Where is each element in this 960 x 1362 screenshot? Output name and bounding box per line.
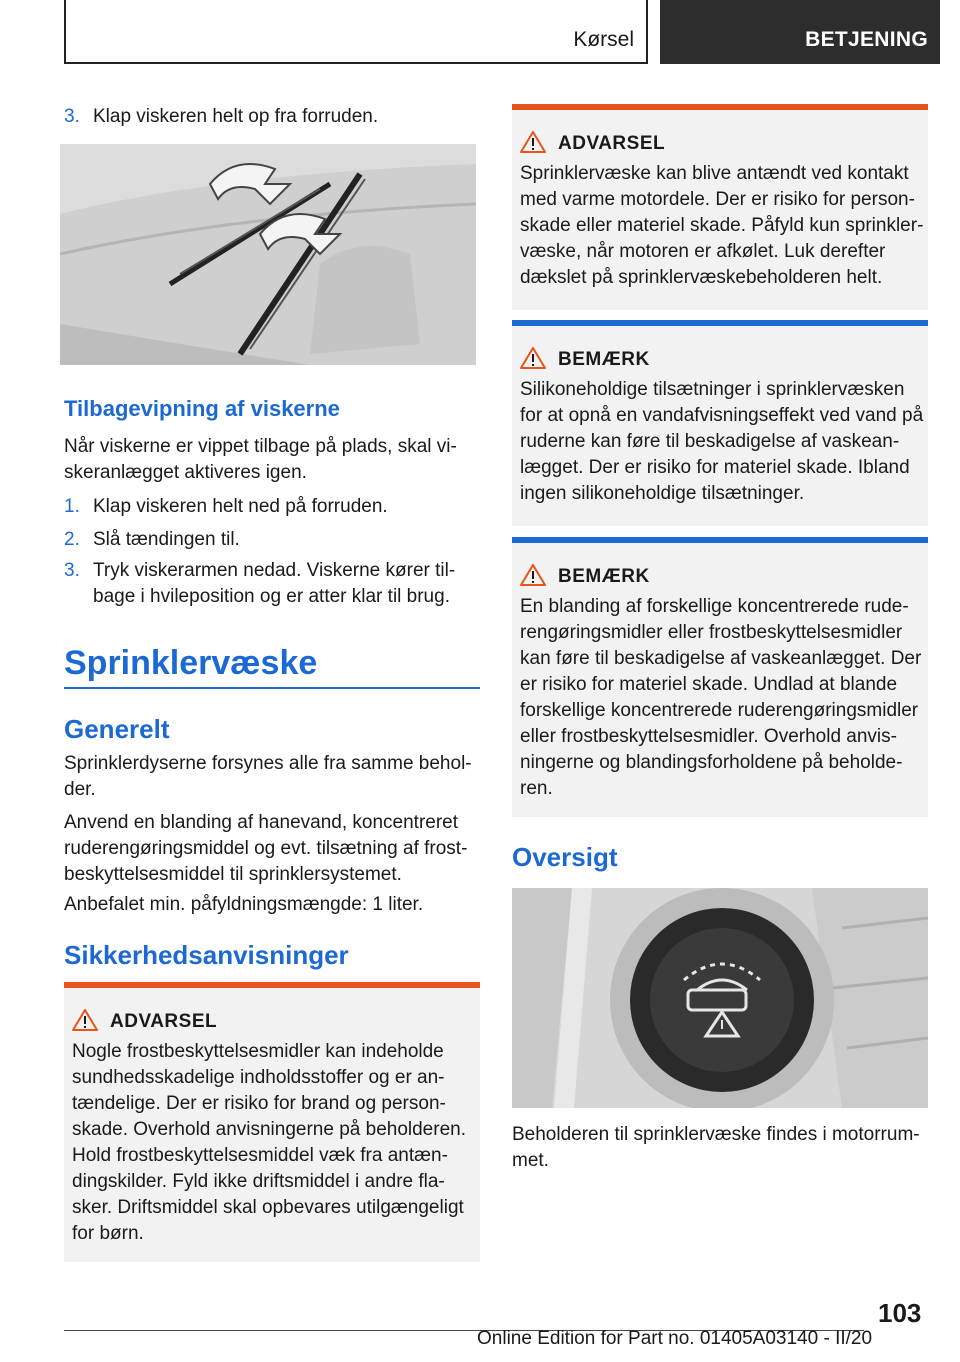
note-bar [512,320,928,326]
warning-title [520,131,665,159]
note-text: En blanding af forskellige koncentrerede rude-rengøringsmidler eller frostbeskyttelsesmidler kan føre til beskadigelse af vaskeanlægget. Der er risiko for materiel skade. Undlad at blande forskellige koncentrerede ruderengøringsmidler eller frostbeskyttelsesmidler. Overhold anvis-ningerne og blandingsforholdene på beholde-ren. [520,596,922,799]
general-heading: Generelt [64,714,170,744]
step-number: 3. [64,560,80,581]
header-chapter-label: BETJENING [805,28,928,51]
step-text: Slå tændingen til. [93,529,240,550]
warning-title-text: ADVARSEL [110,1011,218,1032]
step-number: 2. [64,529,80,550]
warning-triangle-icon [72,1009,100,1037]
reset-subheading: Tilbagevipning af viskerne [64,396,340,421]
main-heading: Sprinklervæske [64,644,318,682]
step-number: 3. [64,106,80,127]
note-bar [512,537,928,543]
header-section-label: Kørsel [573,28,634,51]
note-title [520,347,650,375]
step-text: Tryk viskerarmen nedad. Viskerne kører til-bage i hvileposition og er atter klar til brug. [93,560,456,607]
warning-bar [64,982,480,988]
warning-text: Sprinklervæske kan blive antændt ved kontakt med varme motordele. Der er risiko for person-skade eller materiel skade. Påfyld kun sprinkler-væske, når motoren er afkølet. Luk derefter dækslet på sprinklervæskebeholderen helt. [520,163,924,288]
wiper-illustration [60,144,476,365]
header-chapter-box [660,0,940,64]
note-title-text: BEMÆRK [558,349,650,370]
note-title [520,564,650,592]
warning-title [72,1009,217,1037]
wiper-illustration-drawing [60,144,476,365]
general-paragraph: Anvend en blanding af hanevand, koncentreret ruderengøringsmiddel og evt. tilsætning af frost-beskyttelsesmiddel til sprinklersystemet. [64,812,468,885]
general-paragraph: Sprinklerdyserne forsynes alle fra samme behol-der. [64,753,472,800]
note-text: Silikoneholdige tilsætninger i sprinklervæsken for at opnå en vandafvisningseffekt ved vand på ruderne kan føre til beskadigelse af vaskean-lægget. Der er risiko for materiel skade. Ibland ingen silikoneholdige tilsætninger. [520,379,924,504]
general-paragraph: Anbefalet min. påfyldningsmængde: 1 liter. [64,894,424,915]
washer-reservoir-drawing [512,888,928,1108]
warning-box [64,982,480,1262]
warning-box [512,104,928,310]
warning-text: Nogle frostbeskyttelsesmidler kan indeholde sundhedsskadelige indholdsstoffer og er an-tændelige. Der er risiko for brand og person-skade. Overhold anvisningerne på beholderen. Hold frostbeskyttelsesmiddel væk fra antæn-dingskilder. Fyld ikke driftsmiddel i andre fla-sker. Driftsmiddel skal opbevares utilgængeligt for børn. [72,1041,466,1244]
step-text: Klap viskeren helt op fra forruden. [93,106,379,127]
note-box [512,537,928,817]
reset-intro: Når viskerne er vippet tilbage på plads, skal vi-skeranlægget aktiveres igen. [64,436,457,483]
warning-title-text: ADVARSEL [558,133,666,154]
warning-bar [512,104,928,110]
safety-heading: Sikkerhedsanvisninger [64,940,349,970]
step-number: 1. [64,496,80,517]
overview-text: Beholderen til sprinklervæske findes i motorrum-met. [512,1124,920,1171]
note-title-text: BEMÆRK [558,566,650,587]
heading-rule [64,687,480,689]
warning-triangle-icon [520,347,548,375]
header-section-box [64,0,648,64]
note-box [512,320,928,526]
footer-edition: Online Edition for Part no. 01405A03140 - II/20 [477,1328,873,1349]
warning-triangle-icon [520,131,548,159]
warning-triangle-icon [520,564,548,592]
page-number: 103 [878,1298,922,1328]
step-text: Klap viskeren helt ned på forruden. [93,496,388,517]
washer-reservoir-illustration [512,888,928,1108]
overview-heading: Oversigt [512,842,618,872]
